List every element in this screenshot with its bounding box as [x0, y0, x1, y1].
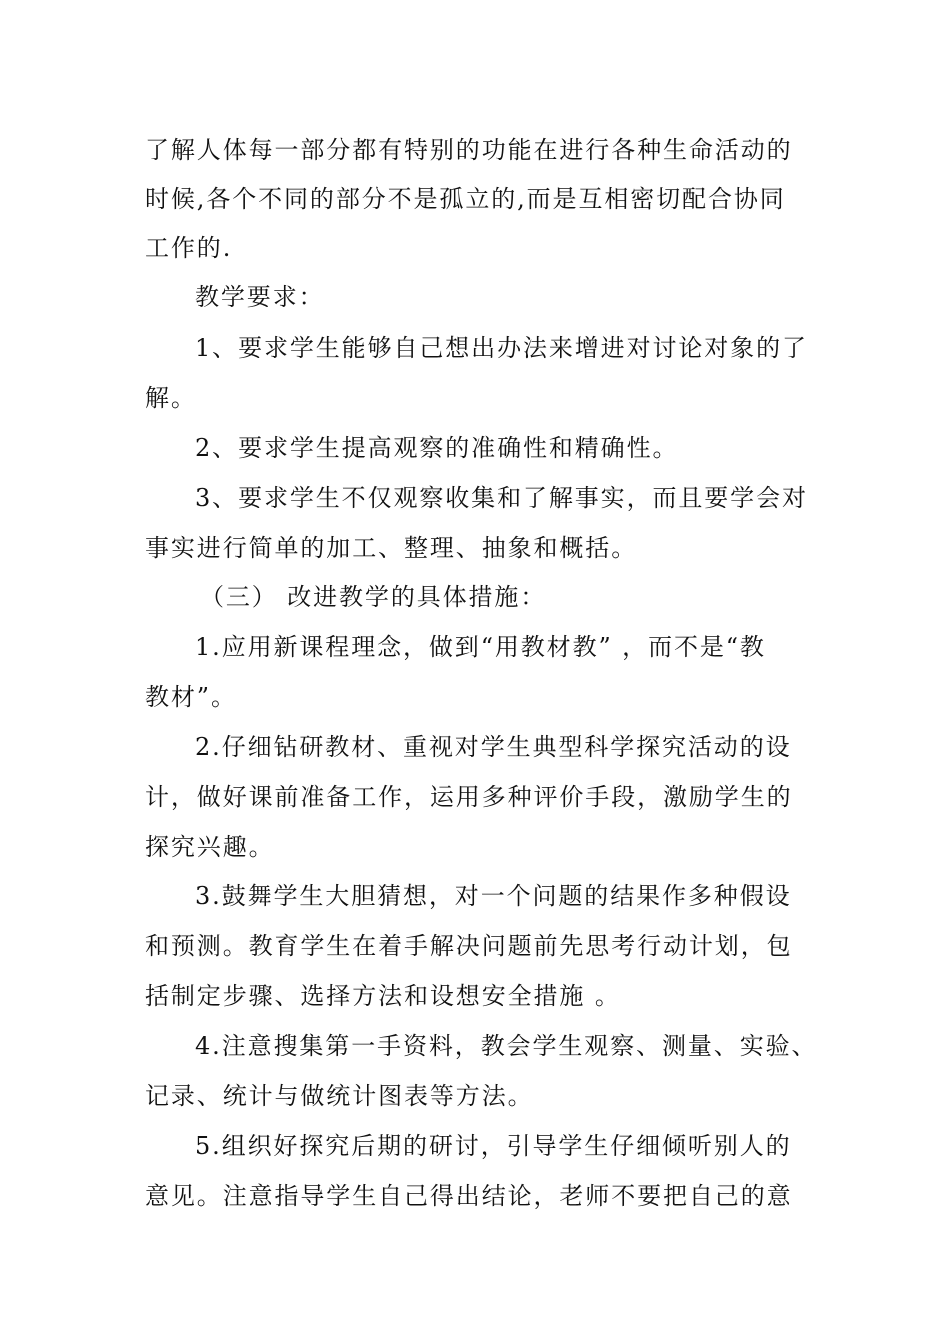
- paragraph-line: 时候,各个不同的部分不是孤立的,而是互相密切配合协同: [145, 185, 786, 213]
- list-item-line: 1、要求学生能够自己想出办法来增进对讨论对象的了: [195, 334, 808, 362]
- list-item-line: 记录、统计与做统计图表等方法。: [145, 1082, 534, 1110]
- list-item-line: 括制定步骤、选择方法和设想安全措施 。: [145, 982, 621, 1010]
- list-item-line: 事实进行简单的加工、整理、抽象和概括。: [145, 534, 638, 562]
- list-item-line: 5.组织好探究后期的研讨，引导学生仔细倾听别人的: [195, 1132, 792, 1160]
- list-item-line: 解。: [145, 384, 197, 412]
- list-item-line: 教材”。: [145, 683, 237, 711]
- list-item-line: 3.鼓舞学生大胆猜想，对一个问题的结果作多种假设: [195, 882, 792, 910]
- list-item-line: 2.仔细钻研教材、重视对学生典型科学探究活动的设: [195, 733, 792, 761]
- section-heading: 教学要求：: [195, 283, 325, 311]
- paragraph-line: 了解人体每一部分都有特别的功能在进行各种生命活动的: [145, 136, 793, 164]
- paragraph-line: 工作的.: [145, 234, 233, 262]
- list-item-line: 3、要求学生不仅观察收集和了解事实，而且要学会对: [195, 484, 808, 512]
- list-item-line: 计，做好课前准备工作，运用多种评价手段，激励学生的: [145, 783, 793, 811]
- list-item-line: 2、要求学生提高观察的准确性和精确性。: [195, 434, 679, 462]
- list-item-line: 1.应用新课程理念，做到“用教材教” ，而不是“教: [195, 633, 766, 661]
- list-item-line: 意见。注意指导学生自己得出结论，老师不要把自己的意: [145, 1182, 793, 1210]
- list-item-line: 探究兴趣。: [145, 833, 275, 861]
- list-item-line: 和预测。教育学生在着手解决问题前先思考行动计划，包: [145, 932, 793, 960]
- list-item-line: 4.注意搜集第一手资料，教会学生观察、测量、实验、: [195, 1032, 818, 1060]
- section-heading: （三） 改进教学的具体措施：: [200, 583, 547, 611]
